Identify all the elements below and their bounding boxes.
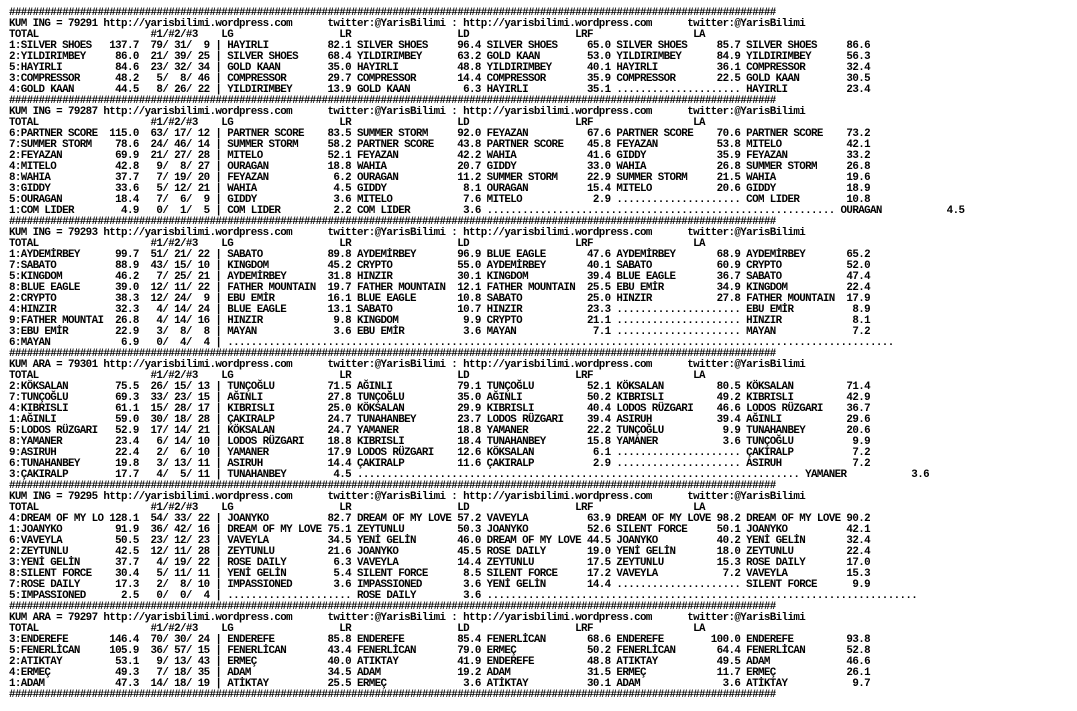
race-header: KUM ING = 79293 http://yarisbilimi.wordpress.com twitter:@YarisBilimi : http://yarisbilimi.wordpress.com twitter:@YarisBilimi [9, 227, 806, 239]
data-row: 7:ROSE DAILY 17.3 2/ 8/ 10 | IMPASSIONED 3.6 IMPASSIONED 3.6 YENİ GELİN 14.4 ..................... SILENT FORCE 9.9 [9, 579, 871, 591]
separator-line: ################################################################################################################################## [9, 348, 776, 360]
data-row: 6:PARTNER SCORE 115.0 63/ 17/ 12 | PARTNER SCORE 83.5 SUMMER STORM 92.0 FEYAZAN 67.6 PARTNER SCORE 70.6 PARTNER SCORE 73.2 [9, 128, 871, 140]
data-row: 8:BLUE EAGLE 39.0 12/ 11/ 22 | FATHER MOUNTAIN 19.7 FATHER MOUNTAIN 12.1 FATHER MOUNTAIN 25.5 EBU EMİR 34.9 KINGDOM 22.4 [9, 282, 871, 294]
data-row: 4:HINZIR 32.3 4/ 14/ 24 | BLUE EAGLE 13.1 SABATO 10.7 HINZIR 23.3 ..................... EBU EMİR 8.9 [9, 304, 871, 316]
data-row: 6:VAVEYLA 50.5 23/ 12/ 23 | VAVEYLA 34.5 YENİ GELİN 46.0 DREAM OF MY LOVE 44.5 JOANYKO 40.2 YENİ GELİN 32.4 [9, 535, 871, 547]
data-row: 8:YAMANER 23.4 6/ 14/ 10 | LODOS RÜZGARI 18.8 KIBRISLI 18.4 TUNAHANBEY 15.8 YAMANER 3.6 TUNÇOĞLU 9.9 [9, 436, 871, 448]
data-row: 8:WAHIA 37.7 7/ 19/ 20 | FEYAZAN 6.2 OURAGAN 11.2 SUMMER STORM 22.9 SUMMER STORM 21.5 WAHIA 19.6 [9, 172, 871, 184]
data-row: 6:TUNAHANBEY 19.8 3/ 13/ 11 | ASIRUH 14.4 ÇAKIRALP 11.6 ÇAKIRALP 2.9 ..................... ASIRUH 7.2 [9, 458, 871, 470]
data-row: 1:AYDEMİRBEY 99.7 51/ 21/ 22 | SABATO 89.8 AYDEMİRBEY 96.9 BLUE EAGLE 47.6 AYDEMİRBEY 68.9 AYDEMİRBEY 65.2 [9, 249, 871, 261]
separator-line: ################################################################################################################################## [9, 689, 776, 701]
data-row: 9:FATHER MOUNTAI 26.8 4/ 14/ 16 | HINZIR 9.8 KINGDOM 9.9 CRYPTO 21.1 ..................... HINZIR 8.1 [9, 315, 871, 327]
data-row: 4:DREAM OF MY LO 128.1 54/ 33/ 22 | JOANYKO 82.7 DREAM OF MY LOVE 57.2 VAVEYLA 63.9 DREAM OF MY LOVE 98.2 DREAM OF MY LOVE 90.2 [9, 513, 871, 525]
data-row: 5:LODOS RÜZGARI 52.9 17/ 14/ 21 | KÖKSALAN 24.7 YAMANER 18.8 YAMANER 22.2 TUNÇOĞLU 9.9 TUNAHANBEY 20.6 [9, 425, 871, 437]
data-row: 3:YENİ GELİN 37.7 4/ 19/ 22 | ROSE DAILY 6.3 VAVEYLA 14.4 ZEYTUNLU 17.5 ZEYTUNLU 15.3 ROSE DAILY 17.0 [9, 557, 871, 569]
race-header: KUM ARA = 79297 http://yarisbilimi.wordpress.com twitter:@YarisBilimi : http://yarisbilimi.wordpress.com twitter:@YarisBilimi [9, 612, 806, 624]
data-row: 4:MITELO 42.8 9/ 8/ 27 | OURAGAN 18.8 WAHIA 20.7 GIDDY 33.0 WAHIA 26.8 SUMMER STORM 26.8 [9, 161, 871, 173]
separator-line: ################################################################################################################################## [9, 216, 776, 228]
data-row: 1:COM LIDER 4.9 0/ 1/ 5 | COM LIDER 2.2 COM LIDER 3.6 ........................................................... OURAGAN 4.5 [9, 205, 965, 217]
column-header: TOTAL #1/#2/#3 LG LR LD LRF LA [9, 29, 705, 41]
race-stats-document [9, 8, 1075, 701]
data-row: 2:FEYAZAN 69.9 21/ 27/ 28 | MITELO 52.1 FEYAZAN 42.2 WAHIA 41.6 GIDDY 35.9 FEYAZAN 33.2 [9, 150, 871, 162]
data-row: 1:AĞINLI 59.0 30/ 18/ 28 | ÇAKIRALP 24.7 TUNAHANBEY 23.7 LODOS RÜZGARI 39.4 ASIRUH 39.4 AĞINLI 29.6 [9, 414, 871, 426]
race-header: KUM ING = 79291 http://yarisbilimi.wordpress.com twitter:@YarisBilimi : http://yarisbilimi.wordpress.com twitter:@YarisBilimi [9, 18, 806, 30]
data-row: 1:JOANYKO 91.9 36/ 42/ 16 | DREAM OF MY LOVE 75.1 ZEYTUNLU 50.3 JOANYKO 52.6 SILENT FORCE 50.1 JOANYKO 42.1 [9, 524, 871, 536]
data-row: 9:ASIRUH 22.4 2/ 6/ 10 | YAMANER 17.9 LODOS RÜZGARI 12.6 KÖKSALAN 6.1 ..................... ÇAKIRALP 7.2 [9, 447, 871, 459]
data-row: 2:CRYPTO 38.3 12/ 24/ 9 | EBU EMİR 16.1 BLUE EAGLE 10.8 SABATO 25.0 HINZIR 27.8 FATHER MOUNTAIN 17.9 [9, 293, 871, 305]
data-row: 2:KÖKSALAN 75.5 26/ 15/ 13 | TUNÇOĞLU 71.5 AĞINLI 79.1 TUNÇOĞLU 52.1 KÖKSALAN 80.5 KÖKSALAN 71.4 [9, 381, 871, 393]
data-row: 5:KINGDOM 46.2 7/ 25/ 21 | AYDEMİRBEY 31.8 HINZIR 30.1 KINGDOM 39.4 BLUE EAGLE 36.7 SABATO 47.4 [9, 271, 871, 283]
data-row: 3:ENDEREFE 146.4 70/ 30/ 24 | ENDEREFE 85.8 ENDEREFE 85.4 FENERLİCAN 68.6 ENDEREFE 100.0 ENDEREFE 93.8 [9, 634, 871, 646]
race-header: KUM ARA = 79301 http://yarisbilimi.wordpress.com twitter:@YarisBilimi : http://yarisbilimi.wordpress.com twitter:@YarisBilimi [9, 359, 806, 371]
separator-line: ################################################################################################################################## [9, 95, 776, 107]
data-row: 5:HAYIRLI 84.6 23/ 32/ 34 | GOLD KAAN 35.0 HAYIRLI 48.8 YILDIRIMBEY 40.1 HAYIRLI 36.1 COMPRESSOR 32.4 [9, 62, 871, 74]
race-header: KUM ING = 79287 http://yarisbilimi.wordpress.com twitter:@YarisBilimi : http://yarisbilimi.wordpress.com twitter:@YarisBilimi [9, 106, 806, 118]
column-header: TOTAL #1/#2/#3 LG LR LD LRF LA [9, 623, 705, 635]
data-row: 4:KIBRISLI 61.1 15/ 28/ 17 | KIBRISLI 25.0 KÖKSALAN 29.9 KIBRISLI 40.4 LODOS RÜZGARI 46.6 LODOS RÜZGARI 36.7 [9, 403, 871, 415]
data-row: 4:ERMEÇ 49.3 7/ 18/ 35 | ADAM 34.5 ADAM 19.2 ADAM 31.5 ERMEÇ 11.7 ERMEÇ 26.1 [9, 667, 871, 679]
data-row: 3:GIDDY 33.6 5/ 12/ 21 | WAHIA 4.5 GIDDY 8.1 OURAGAN 15.4 MITELO 20.6 GIDDY 18.9 [9, 183, 871, 195]
data-row: 1:SILVER SHOES 137.7 79/ 31/ 9 | HAYIRLI 82.1 SILVER SHOES 96.4 SILVER SHOES 65.0 SILVER SHOES 85.7 SILVER SHOES 86.6 [9, 40, 871, 52]
column-header: TOTAL #1/#2/#3 LG LR LD LRF LA [9, 117, 705, 129]
column-header: TOTAL #1/#2/#3 LG LR LD LRF LA [9, 370, 705, 382]
data-row: 7:SABATO 88.9 43/ 15/ 10 | KINGDOM 45.2 CRYPTO 55.0 AYDEMİRBEY 40.1 SABATO 60.9 CRYPTO 52.0 [9, 260, 871, 272]
data-row: 1:ADAM 47.3 14/ 18/ 19 | ATİKTAY 25.5 ERMEÇ 3.6 ATİKTAY 30.1 ADAM 3.6 ATİKTAY 9.7 [9, 678, 871, 690]
data-row: 4:GOLD KAAN 44.5 8/ 26/ 22 | YILDIRIMBEY 13.9 GOLD KAAN 6.3 HAYIRLI 35.1 ..................... HAYIRLI 23.4 [9, 84, 871, 96]
data-row: 2:ZEYTUNLU 42.5 12/ 11/ 28 | ZEYTUNLU 21.6 JOANYKO 45.5 ROSE DAILY 19.0 YENİ GELİN 18.0 ZEYTUNLU 22.4 [9, 546, 871, 558]
data-row: 5:OURAGAN 18.4 7/ 6/ 9 | GIDDY 3.6 MITELO 7.6 MITELO 2.9 ..................... COM LIDER 10.8 [9, 194, 871, 206]
data-row: 5:FENERLİCAN 105.9 36/ 57/ 15 | FENERLİCAN 43.4 FENERLİCAN 79.0 ERMEÇ 50.2 FENERLİCAN 64.4 FENERLİCAN 52.8 [9, 645, 871, 657]
data-row: 2:ATIKTAY 53.1 9/ 13/ 43 | ERMEÇ 40.0 ATIKTAY 41.9 ENDEREFE 48.8 ATIKTAY 49.5 ADAM 46.6 [9, 656, 871, 668]
separator-line: ################################################################################################################################## [9, 480, 776, 492]
column-header: TOTAL #1/#2/#3 LG LR LD LRF LA [9, 502, 705, 514]
data-row: 3:ÇAKIRALP 17.7 4/ 5/ 11 | TUNAHANBEY 4.5 ........................................................................... YAMANER 3.6 [9, 469, 929, 481]
separator-line: ################################################################################################################################## [9, 601, 776, 613]
separator-line: ################################################################################################################################## [9, 7, 776, 19]
data-row: 6:MAYAN 6.9 0/ 4/ 4 | ................................................................................................................. [9, 337, 894, 349]
data-row: 7:SUMMER STORM 78.6 24/ 46/ 14 | SUMMER STORM 58.2 PARTNER SCORE 43.8 PARTNER SCORE 45.8 FEYAZAN 53.8 MITELO 42.1 [9, 139, 871, 151]
data-row: 8:SILENT FORCE 30.4 5/ 11/ 11 | YENİ GELİN 5.4 SILENT FORCE 8.5 SILENT FORCE 17.2 VAVEYLA 7.2 VAVEYLA 15.3 [9, 568, 871, 580]
data-row: 3:EBU EMİR 22.9 3/ 8/ 8 | MAYAN 3.6 EBU EMİR 3.6 MAYAN 7.1 ..................... MAYAN 7.2 [9, 326, 871, 338]
data-row: 5:IMPASSIONED 2.5 0/ 0/ 4 | ..................... ROSE DAILY 3.6 ......................................................................... [9, 590, 918, 602]
data-row: 2:YILDIRIMBEY 86.0 21/ 39/ 25 | SILVER SHOES 68.4 YILDIRIMBEY 63.2 GOLD KAAN 53.0 YILDIRIMBEY 84.9 YILDIRIMBEY 56.3 [9, 51, 871, 63]
data-row: 3:COMPRESSOR 48.2 5/ 8/ 46 | COMPRESSOR 29.7 COMPRESSOR 14.4 COMPRESSOR 35.9 COMPRESSOR 22.5 GOLD KAAN 30.5 [9, 73, 871, 85]
data-row: 7:TUNÇOĞLU 69.3 33/ 23/ 15 | AĞINLI 27.8 TUNÇOĞLU 35.0 AĞINLI 50.2 KIBRISLI 49.2 KIBRISLI 42.9 [9, 392, 871, 404]
race-header: KUM ING = 79295 http://yarisbilimi.wordpress.com twitter:@YarisBilimi : http://yarisbilimi.wordpress.com twitter:@YarisBilimi [9, 491, 806, 503]
column-header: TOTAL #1/#2/#3 LG LR LD LRF LA [9, 238, 705, 250]
